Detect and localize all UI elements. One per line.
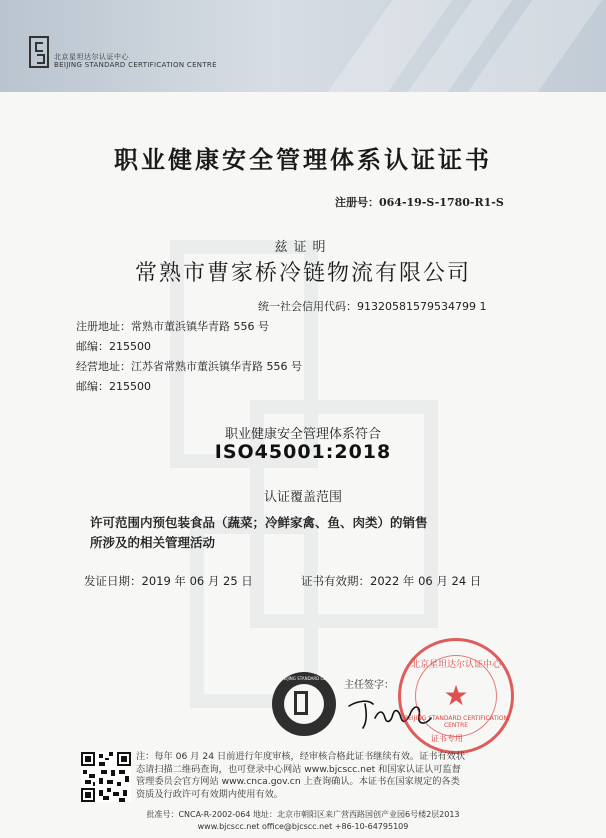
conformity-label: 职业健康安全管理体系符合 <box>224 427 381 442</box>
official-seal <box>398 638 514 754</box>
scope-line-2: 所涉及的相关管理活动 <box>90 535 216 550</box>
business-address: 经营地址：江苏省常熟市董浜镇华青路 556 号 <box>76 360 302 373</box>
validity-notice: 注：每年 06 月 24 日前进行年度审核，经审核合格此证书继续有效。证书有效状态请扫描二维码查询，也可登录中心网站 www.bjcscc.net 和国家认证认可监督管理委员会官方网站 www.cnca.gov.cn 上查询确认。本证书在国家规定的各类资质及行政许可有效期内使用有效。 <box>136 751 466 801</box>
company-name: 常熟市曹家桥冷链物流有限公司 <box>134 261 471 286</box>
badge-text: BEIJING STANDARD CERTIFICATION <box>281 676 351 681</box>
org-name-en: BEIJING STANDARD CERTIFICATION CENTRE <box>54 61 217 69</box>
scope-line-1: 许可范围内预包装食品（蔬菜；冷鲜家禽、鱼、肉类）的销售 <box>90 515 428 530</box>
org-name-cn: 北京星坦达尔认证中心 <box>54 53 129 61</box>
certification-badge-icon <box>272 672 351 736</box>
registered-postcode: 邮编：215500 <box>76 340 151 353</box>
signature-label: 主任签字： <box>344 680 394 691</box>
seal-star-icon: ★ <box>443 679 469 712</box>
seal-dept: 证书专用 <box>431 734 463 743</box>
expiry-date: 证书有效期：2022 年 06 月 24 日 <box>301 574 482 588</box>
badge-mark <box>294 691 308 715</box>
certificate-title: 职业健康安全管理体系认证证书 <box>114 145 492 174</box>
registered-address: 注册地址：常熟市董浜镇华青路 556 号 <box>76 320 269 333</box>
standard-code: ISO45001:2018 <box>214 441 392 463</box>
certify-label: 兹证明 <box>274 240 332 255</box>
seal-text-cn: 北京星坦达尔认证中心 <box>410 660 501 670</box>
credit-code: 统一社会信用代码：91320581579534799 1 <box>258 300 487 313</box>
org-logo-icon <box>29 36 49 68</box>
footer-approval: 批准号：CNCA-R-2002-064 地址：北京市朝阳区来广营西路国创产业园6号楼2层2013 <box>146 810 460 819</box>
business-postcode: 邮编：215500 <box>76 380 151 393</box>
qr-code-icon[interactable] <box>81 752 131 802</box>
seal-text-en: BEIJING STANDARD CERTIFICATION CENTRE <box>403 715 509 729</box>
scope-title: 认证覆盖范围 <box>263 490 342 505</box>
registration-number: 注册号：064-19-S-1780-R1-S <box>335 196 504 209</box>
header-band <box>0 0 606 92</box>
footer-contact: www.bjcscc.net office@bjcscc.net +86-10-64795109 <box>197 822 409 831</box>
issue-date: 发证日期：2019 年 06 月 25 日 <box>84 574 253 588</box>
